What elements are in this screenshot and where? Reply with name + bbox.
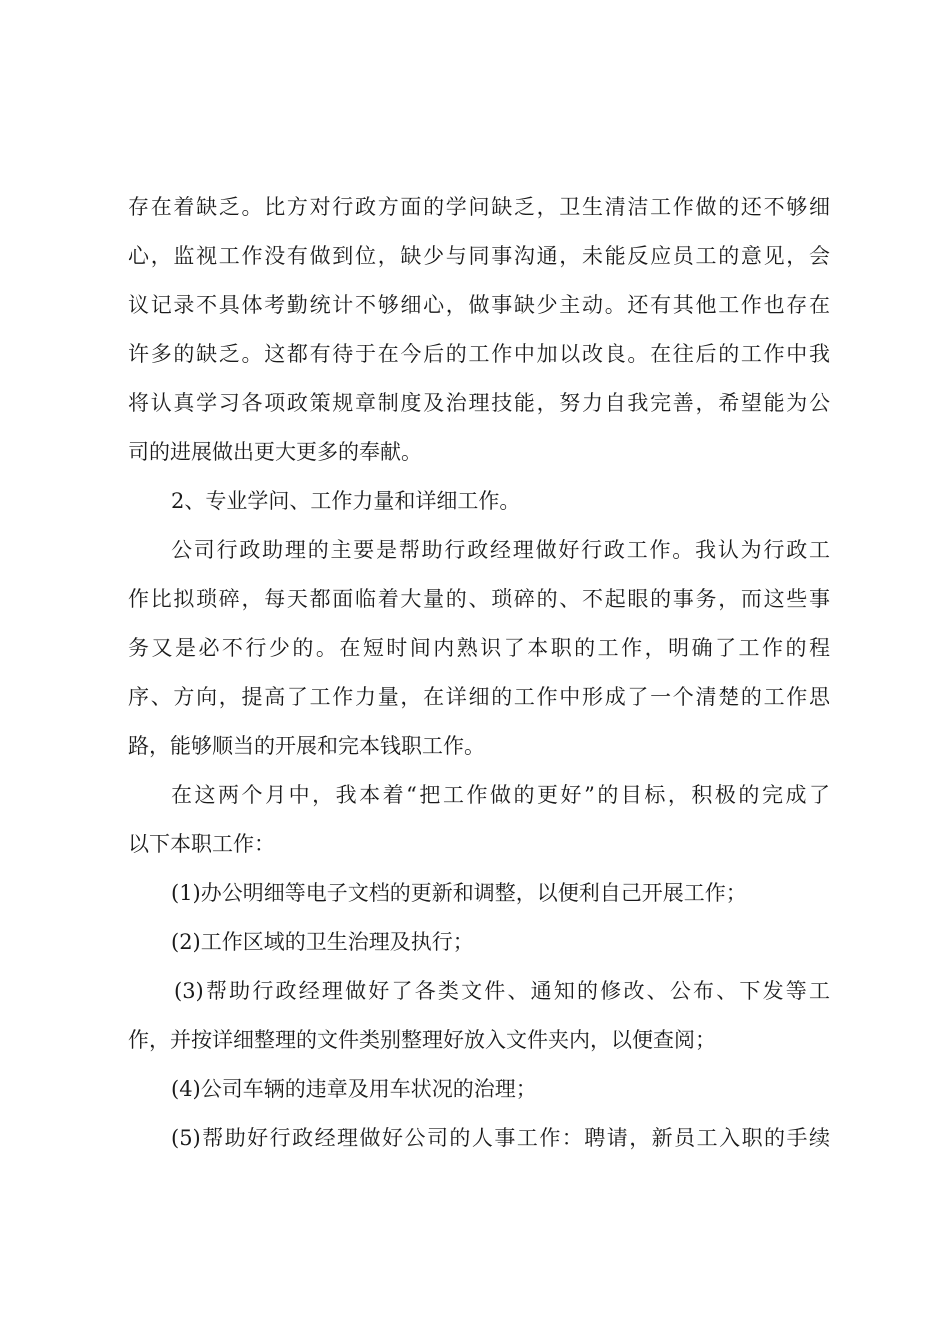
paragraph-line: 以下本职工作：: [128, 832, 275, 856]
paragraph-line: 存在着缺乏。比方对行政方面的学问缺乏，卫生清洁工作做的还不够细: [128, 195, 830, 219]
paragraph-line: 路，能够顺当的开展和完本钱职工作。: [128, 734, 485, 758]
paragraph-line: 议记录不具体考勤统计不够细心，做事缺少主动。还有其他工作也存在: [128, 293, 830, 317]
paragraph-line: 在这两个月中，我本着“把工作做的更好”的目标，积极的完成了: [171, 783, 830, 807]
list-item: (5)帮助好行政经理做好公司的人事工作：聘请，新员工入职的手续: [171, 1126, 830, 1150]
list-item: (3)帮助行政经理做好了各类文件、通知的修改、公布、下发等工: [174, 979, 830, 1003]
list-item-continuation: 作，并按详细整理的文件类别整理好放入文件夹内，以便查阅；: [128, 1028, 716, 1052]
paragraph-line: 作比拟琐碎，每天都面临着大量的、琐碎的、不起眼的事务，而这些事: [128, 587, 830, 611]
paragraph-line: 序、方向，提高了工作力量，在详细的工作中形成了一个清楚的工作思: [128, 685, 830, 709]
paragraph-line: 公司行政助理的主要是帮助行政经理做好行政工作。我认为行政工: [171, 538, 830, 562]
list-item: (2)工作区域的卫生治理及执行；: [171, 930, 474, 954]
list-item: (4)公司车辆的违章及用车状况的治理；: [171, 1077, 537, 1101]
section-heading: 2、专业学问、工作力量和详细工作。: [171, 489, 521, 513]
paragraph-line: 许多的缺乏。这都有待于在今后的工作中加以改良。在往后的工作中我: [128, 342, 830, 366]
paragraph-line: 将认真学习各项政策规章制度及治理技能，努力自我完善，希望能为公: [128, 391, 830, 415]
list-item: (1)办公明细等电子文档的更新和调整，以便利自己开展工作；: [171, 881, 747, 905]
paragraph-line: 务又是必不行少的。在短时间内熟识了本职的工作，明确了工作的程: [128, 636, 830, 660]
paragraph-line: 心，监视工作没有做到位，缺少与同事沟通，未能反应员工的意见，会: [128, 244, 830, 268]
paragraph-line: 司的进展做出更大更多的奉献。: [128, 440, 422, 464]
